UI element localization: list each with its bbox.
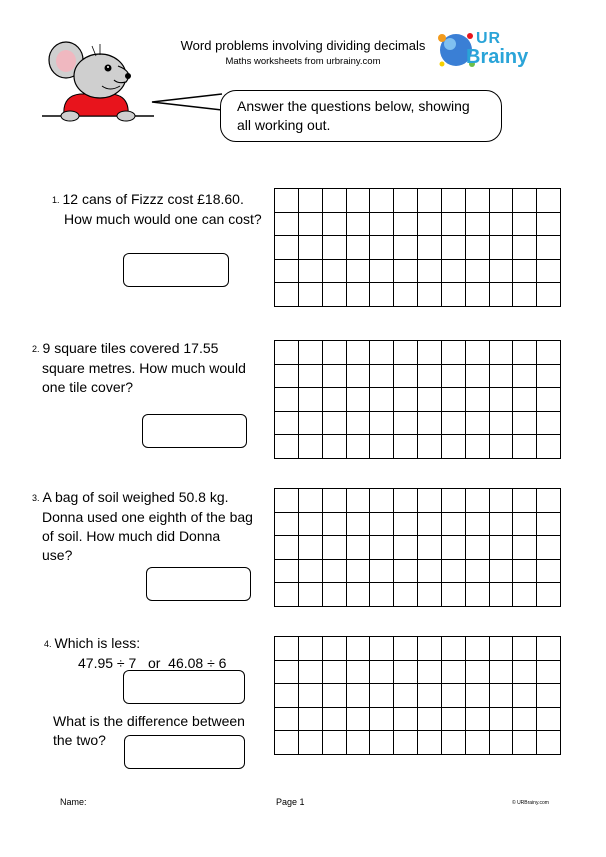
grid-cell[interactable] (275, 388, 299, 412)
grid-cell[interactable] (394, 365, 418, 389)
working-grid-4[interactable] (274, 636, 561, 755)
question-text: 9 square tiles covered 17.55 (42, 340, 219, 356)
grid-cell[interactable] (394, 560, 418, 584)
grid-cell[interactable] (537, 341, 561, 365)
grid-cell[interactable] (370, 189, 394, 213)
grid-cell[interactable] (466, 684, 490, 708)
grid-cell[interactable] (299, 708, 323, 732)
grid-cell[interactable] (347, 388, 371, 412)
grid-cell[interactable] (513, 236, 537, 260)
grid-cell[interactable] (490, 731, 514, 755)
grid-cell[interactable] (418, 536, 442, 560)
grid-cell[interactable] (537, 513, 561, 537)
grid-cell[interactable] (370, 412, 394, 436)
grid-cell[interactable] (275, 661, 299, 685)
grid-cell[interactable] (299, 260, 323, 284)
grid-cell[interactable] (299, 560, 323, 584)
grid-cell[interactable] (370, 684, 394, 708)
grid-cell[interactable] (490, 583, 514, 607)
grid-cell[interactable] (299, 388, 323, 412)
grid-cell[interactable] (370, 708, 394, 732)
grid-cell[interactable] (466, 560, 490, 584)
grid-cell[interactable] (347, 189, 371, 213)
grid-cell[interactable] (323, 435, 347, 459)
grid-cell[interactable] (323, 560, 347, 584)
grid-cell[interactable] (299, 684, 323, 708)
grid-cell[interactable] (299, 661, 323, 685)
grid-cell[interactable] (370, 560, 394, 584)
grid-cell[interactable] (370, 513, 394, 537)
grid-cell[interactable] (394, 435, 418, 459)
grid-cell[interactable] (490, 536, 514, 560)
grid-cell[interactable] (490, 213, 514, 237)
grid-cell[interactable] (537, 412, 561, 436)
question-1 (52, 190, 262, 229)
grid-cell[interactable] (442, 583, 466, 607)
question-number: 1. (52, 194, 60, 205)
grid-cell[interactable] (513, 536, 537, 560)
grid-cell[interactable] (442, 341, 466, 365)
grid-cell[interactable] (323, 731, 347, 755)
grid-cell[interactable] (466, 583, 490, 607)
bubble-line-1: Answer the questions below, showing (237, 98, 470, 114)
grid-cell[interactable] (466, 708, 490, 732)
grid-cell[interactable] (394, 189, 418, 213)
grid-cell[interactable] (466, 213, 490, 237)
grid-cell[interactable] (466, 513, 490, 537)
grid-cell[interactable] (394, 731, 418, 755)
page-number: Page 1 (276, 797, 305, 807)
grid-cell[interactable] (418, 283, 442, 307)
grid-cell[interactable] (323, 684, 347, 708)
grid-cell[interactable] (442, 283, 466, 307)
grid-cell[interactable] (537, 536, 561, 560)
grid-cell[interactable] (537, 365, 561, 389)
grid-cell[interactable] (394, 283, 418, 307)
grid-cell[interactable] (490, 684, 514, 708)
grid-cell[interactable] (275, 189, 299, 213)
grid-cell[interactable] (418, 341, 442, 365)
grid-cell[interactable] (299, 513, 323, 537)
logo-text-ur: UR (476, 30, 502, 47)
question-text: of soil. How much did Donna (42, 527, 221, 544)
grid-cell[interactable] (442, 388, 466, 412)
grid-cell[interactable] (466, 283, 490, 307)
grid-cell[interactable] (394, 412, 418, 436)
grid-cell[interactable] (394, 536, 418, 560)
grid-cell[interactable] (299, 365, 323, 389)
grid-cell[interactable] (490, 341, 514, 365)
grid-cell[interactable] (347, 684, 371, 708)
grid-cell[interactable] (442, 412, 466, 436)
answer-box-1[interactable] (123, 253, 229, 287)
grid-cell[interactable] (513, 489, 537, 513)
grid-cell[interactable] (513, 412, 537, 436)
grid-cell[interactable] (394, 236, 418, 260)
grid-cell[interactable] (513, 513, 537, 537)
grid-cell[interactable] (299, 213, 323, 237)
question-2 (32, 339, 246, 397)
grid-cell[interactable] (537, 661, 561, 685)
grid-cell[interactable] (513, 189, 537, 213)
grid-cell[interactable] (370, 583, 394, 607)
question-text: the two? (53, 732, 106, 748)
grid-cell[interactable] (347, 236, 371, 260)
grid-cell[interactable] (490, 637, 514, 661)
grid-cell[interactable] (537, 684, 561, 708)
grid-cell[interactable] (323, 536, 347, 560)
grid-cell[interactable] (299, 435, 323, 459)
grid-cell[interactable] (466, 435, 490, 459)
grid-cell[interactable] (490, 489, 514, 513)
grid-cell[interactable] (466, 236, 490, 260)
question-text: square metres. How much would (42, 359, 246, 376)
grid-cell[interactable] (513, 341, 537, 365)
grid-cell[interactable] (323, 260, 347, 284)
grid-cell[interactable] (275, 435, 299, 459)
grid-cell[interactable] (323, 708, 347, 732)
grid-cell[interactable] (394, 213, 418, 237)
grid-cell[interactable] (275, 365, 299, 389)
grid-cell[interactable] (442, 731, 466, 755)
grid-cell[interactable] (347, 583, 371, 607)
grid-cell[interactable] (394, 708, 418, 732)
grid-cell[interactable] (513, 583, 537, 607)
grid-cell[interactable] (275, 708, 299, 732)
grid-cell[interactable] (442, 637, 466, 661)
grid-cell[interactable] (370, 489, 394, 513)
grid-cell[interactable] (513, 435, 537, 459)
grid-cell[interactable] (275, 684, 299, 708)
logo-text-brainy: Brainy (466, 46, 529, 68)
grid-cell[interactable] (490, 560, 514, 584)
grid-cell[interactable] (370, 283, 394, 307)
grid-cell[interactable] (513, 637, 537, 661)
grid-cell[interactable] (490, 435, 514, 459)
grid-cell[interactable] (442, 560, 466, 584)
grid-cell[interactable] (275, 583, 299, 607)
speech-bubble (220, 90, 502, 142)
working-grid-2[interactable] (274, 340, 561, 459)
grid-cell[interactable] (537, 637, 561, 661)
grid-cell[interactable] (513, 283, 537, 307)
question-text: one tile cover? (42, 378, 134, 395)
grid-cell[interactable] (394, 583, 418, 607)
grid-cell[interactable] (347, 489, 371, 513)
grid-cell[interactable] (418, 513, 442, 537)
grid-cell[interactable] (323, 189, 347, 213)
question-text: use? (42, 546, 73, 563)
grid-cell[interactable] (323, 236, 347, 260)
grid-cell[interactable] (347, 731, 371, 755)
grid-cell[interactable] (490, 708, 514, 732)
grid-cell[interactable] (323, 489, 347, 513)
grid-cell[interactable] (370, 731, 394, 755)
grid-cell[interactable] (275, 536, 299, 560)
grid-cell[interactable] (275, 283, 299, 307)
grid-cell[interactable] (299, 731, 323, 755)
grid-cell[interactable] (394, 341, 418, 365)
grid-cell[interactable] (442, 260, 466, 284)
grid-cell[interactable] (394, 661, 418, 685)
grid-cell[interactable] (323, 661, 347, 685)
grid-cell[interactable] (347, 283, 371, 307)
grid-cell[interactable] (466, 536, 490, 560)
grid-cell[interactable] (442, 435, 466, 459)
grid-cell[interactable] (394, 388, 418, 412)
grid-cell[interactable] (370, 341, 394, 365)
grid-cell[interactable] (370, 236, 394, 260)
grid-cell[interactable] (299, 583, 323, 607)
grid-cell[interactable] (418, 189, 442, 213)
grid-cell[interactable] (442, 365, 466, 389)
grid-cell[interactable] (418, 489, 442, 513)
question-3 (32, 488, 253, 565)
grid-cell[interactable] (323, 513, 347, 537)
grid-cell[interactable] (347, 637, 371, 661)
grid-cell[interactable] (418, 684, 442, 708)
grid-cell[interactable] (299, 412, 323, 436)
speech-bubble-tail (150, 90, 230, 114)
grid-cell[interactable] (299, 236, 323, 260)
grid-cell[interactable] (370, 637, 394, 661)
grid-cell[interactable] (323, 365, 347, 389)
grid-cell[interactable] (442, 708, 466, 732)
grid-cell[interactable] (370, 661, 394, 685)
grid-cell[interactable] (347, 661, 371, 685)
grid-cell[interactable] (418, 388, 442, 412)
grid-cell[interactable] (347, 708, 371, 732)
answer-box-3[interactable] (146, 567, 251, 601)
grid-cell[interactable] (370, 365, 394, 389)
grid-cell[interactable] (418, 412, 442, 436)
answer-box-2[interactable] (142, 414, 247, 448)
grid-cell[interactable] (537, 260, 561, 284)
page-title: Word problems involving dividing decimals (180, 38, 426, 53)
grid-cell[interactable] (347, 213, 371, 237)
grid-cell[interactable] (537, 560, 561, 584)
grid-cell[interactable] (418, 435, 442, 459)
grid-cell[interactable] (490, 365, 514, 389)
grid-cell[interactable] (442, 536, 466, 560)
grid-cell[interactable] (347, 435, 371, 459)
grid-cell[interactable] (347, 365, 371, 389)
grid-cell[interactable] (418, 583, 442, 607)
grid-cell[interactable] (347, 260, 371, 284)
grid-cell[interactable] (418, 365, 442, 389)
grid-cell[interactable] (466, 189, 490, 213)
grid-cell[interactable] (466, 637, 490, 661)
grid-cell[interactable] (466, 388, 490, 412)
grid-cell[interactable] (275, 412, 299, 436)
question-number: 4. (44, 638, 52, 649)
grid-cell[interactable] (513, 560, 537, 584)
grid-cell[interactable] (537, 189, 561, 213)
grid-cell[interactable] (513, 365, 537, 389)
answer-box-4b[interactable] (124, 735, 245, 769)
question-text: 12 cans of Fizzz cost £18.60. (62, 191, 244, 207)
grid-cell[interactable] (418, 708, 442, 732)
grid-cell[interactable] (394, 260, 418, 284)
grid-cell[interactable] (347, 341, 371, 365)
grid-cell[interactable] (418, 661, 442, 685)
grid-cell[interactable] (537, 388, 561, 412)
grid-cell[interactable] (513, 708, 537, 732)
bubble-line-2: all working out. (237, 117, 331, 133)
grid-cell[interactable] (299, 189, 323, 213)
grid-cell[interactable] (490, 236, 514, 260)
grid-cell[interactable] (347, 560, 371, 584)
grid-cell[interactable] (323, 341, 347, 365)
grid-cell[interactable] (418, 731, 442, 755)
grid-cell[interactable] (442, 513, 466, 537)
grid-cell[interactable] (513, 260, 537, 284)
grid-cell[interactable] (275, 260, 299, 284)
grid-cell[interactable] (537, 731, 561, 755)
grid-cell[interactable] (537, 489, 561, 513)
question-4 (44, 634, 226, 673)
grid-cell[interactable] (275, 637, 299, 661)
grid-cell[interactable] (537, 213, 561, 237)
working-grid-1[interactable] (274, 188, 561, 307)
grid-cell[interactable] (490, 661, 514, 685)
grid-cell[interactable] (275, 513, 299, 537)
grid-cell[interactable] (466, 412, 490, 436)
grid-cell[interactable] (490, 388, 514, 412)
grid-cell[interactable] (537, 283, 561, 307)
grid-cell[interactable] (370, 388, 394, 412)
grid-cell[interactable] (299, 489, 323, 513)
grid-cell[interactable] (513, 388, 537, 412)
copyright: © URBrainy.com (512, 800, 549, 806)
question-text: What is the difference between (53, 713, 245, 729)
grid-cell[interactable] (299, 637, 323, 661)
grid-cell[interactable] (442, 236, 466, 260)
grid-cell[interactable] (466, 365, 490, 389)
grid-cell[interactable] (442, 213, 466, 237)
grid-cell[interactable] (466, 489, 490, 513)
grid-cell[interactable] (299, 283, 323, 307)
grid-cell[interactable] (275, 731, 299, 755)
grid-cell[interactable] (347, 412, 371, 436)
grid-cell[interactable] (513, 684, 537, 708)
grid-cell[interactable] (442, 489, 466, 513)
grid-cell[interactable] (299, 341, 323, 365)
grid-cell[interactable] (275, 213, 299, 237)
grid-cell[interactable] (513, 213, 537, 237)
grid-cell[interactable] (513, 731, 537, 755)
grid-cell[interactable] (466, 341, 490, 365)
grid-cell[interactable] (394, 513, 418, 537)
grid-cell[interactable] (323, 283, 347, 307)
question-text: How much would one can cost? (64, 210, 262, 227)
grid-cell[interactable] (370, 213, 394, 237)
grid-cell[interactable] (370, 536, 394, 560)
grid-cell[interactable] (513, 661, 537, 685)
grid-cell[interactable] (442, 684, 466, 708)
grid-cell[interactable] (418, 260, 442, 284)
grid-cell[interactable] (537, 236, 561, 260)
grid-cell[interactable] (442, 661, 466, 685)
grid-cell[interactable] (323, 213, 347, 237)
question-text: Which is less: (54, 635, 141, 651)
answer-box-4a[interactable] (123, 670, 245, 704)
grid-cell[interactable] (275, 341, 299, 365)
grid-cell[interactable] (299, 536, 323, 560)
question-number: 2. (32, 343, 40, 354)
grid-cell[interactable] (275, 236, 299, 260)
grid-cell[interactable] (418, 560, 442, 584)
question-expression: 47.95 ÷ 7 or 46.08 ÷ 6 (78, 654, 227, 671)
grid-cell[interactable] (418, 637, 442, 661)
grid-cell[interactable] (394, 489, 418, 513)
grid-cell[interactable] (275, 560, 299, 584)
grid-cell[interactable] (323, 637, 347, 661)
grid-cell[interactable] (466, 260, 490, 284)
question-number: 3. (32, 492, 40, 503)
grid-cell[interactable] (537, 583, 561, 607)
grid-cell[interactable] (537, 435, 561, 459)
grid-cell[interactable] (418, 213, 442, 237)
grid-cell[interactable] (323, 412, 347, 436)
question-text: A bag of soil weighed 50.8 kg. (42, 489, 229, 505)
working-grid-3[interactable] (274, 488, 561, 607)
grid-cell[interactable] (490, 412, 514, 436)
grid-cell[interactable] (370, 260, 394, 284)
grid-cell[interactable] (394, 637, 418, 661)
grid-cell[interactable] (275, 489, 299, 513)
page-subtitle: Maths worksheets from urbrainy.com (225, 56, 381, 67)
grid-cell[interactable] (418, 236, 442, 260)
grid-cell[interactable] (323, 388, 347, 412)
grid-cell[interactable] (394, 684, 418, 708)
grid-cell[interactable] (466, 661, 490, 685)
grid-cell[interactable] (537, 708, 561, 732)
question-text: Donna used one eighth of the bag (42, 508, 253, 525)
grid-cell[interactable] (490, 260, 514, 284)
grid-cell[interactable] (490, 189, 514, 213)
grid-cell[interactable] (347, 536, 371, 560)
grid-cell[interactable] (490, 513, 514, 537)
name-label: Name: (60, 797, 87, 807)
mouse-mascot-icon (42, 36, 154, 126)
grid-cell[interactable] (466, 731, 490, 755)
grid-cell[interactable] (490, 283, 514, 307)
grid-cell[interactable] (347, 513, 371, 537)
grid-cell[interactable] (442, 189, 466, 213)
grid-cell[interactable] (323, 583, 347, 607)
grid-cell[interactable] (370, 435, 394, 459)
